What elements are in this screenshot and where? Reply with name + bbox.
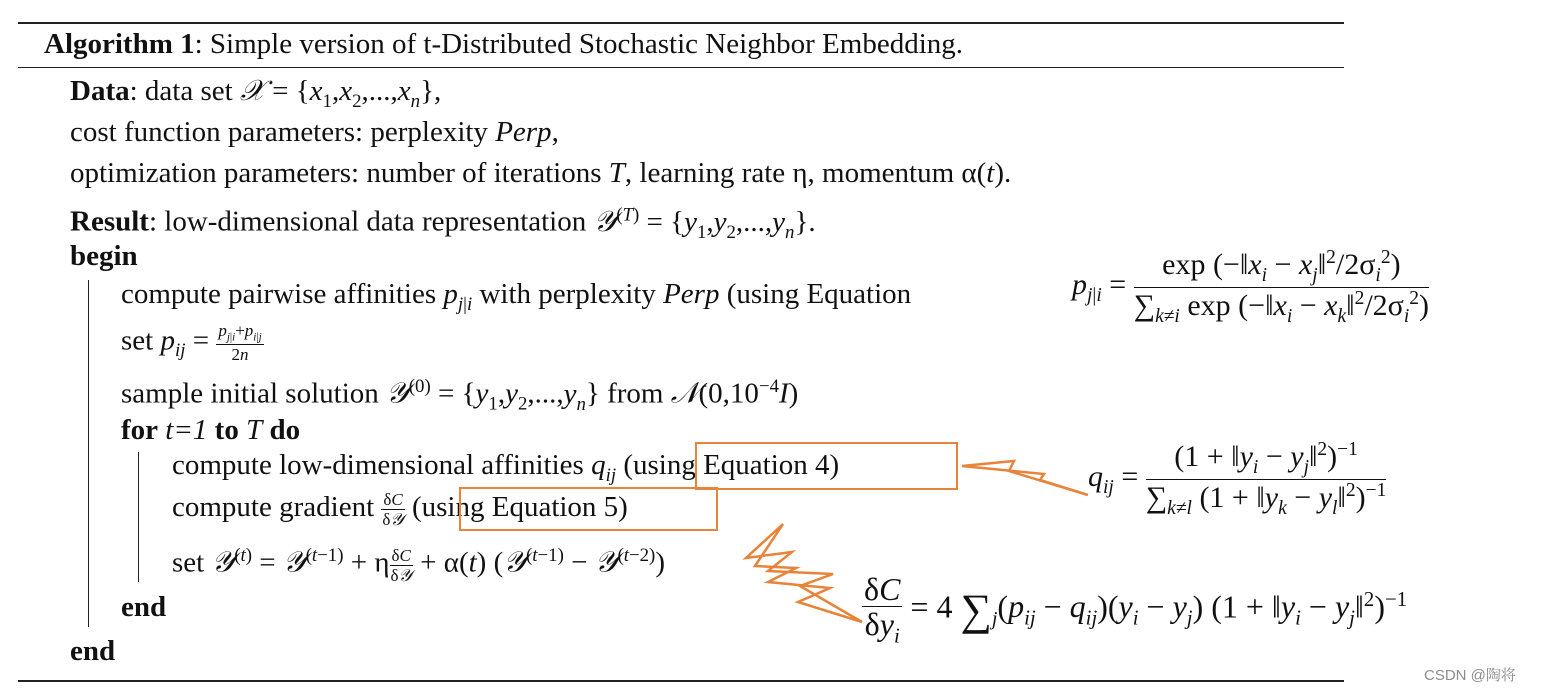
algorithm-title-text: : Simple version of t-Distributed Stochastic Neighbor Embedding. xyxy=(194,28,964,60)
opt-text-2: , learning rate η, momentum α( xyxy=(624,157,987,189)
using-eq4: (using Equation 4) xyxy=(623,449,840,481)
data-line xyxy=(70,73,441,120)
result-line xyxy=(70,197,816,250)
result-text: : low-dimensional data representation xyxy=(148,205,587,238)
step-sample-text: sample initial solution xyxy=(121,377,379,410)
end-inner: end xyxy=(121,591,167,623)
data-text: : data set xyxy=(129,75,233,107)
equation-p-conditional: $p_{j|i}$ = $\frac{\exp (-‖x_i - x_j‖^2/2\sigma_i^2)}{\sum_{k\ne i} \exp (-‖x_i - x_k‖^2/2\sigma_i^2)}$ xyxy=(1072,247,1430,327)
using-eq5: (using Equation 5) xyxy=(411,491,628,523)
for-variable: t=1 xyxy=(165,414,208,446)
bottom-rule xyxy=(18,680,1344,682)
step-gradient-text: compute gradient xyxy=(172,491,375,523)
equation-q-ij: $q_{ij}$ = $\frac{(1 + ‖y_i - y_j‖^2)^{-1}}{\sum_{k\ne l} (1 + ‖y_k - y_l‖^2)^{-1}}$ xyxy=(1088,439,1387,519)
for-keyword: for xyxy=(121,414,159,446)
algorithm-label: Algorithm 1 xyxy=(44,28,195,60)
cost-line: cost function parameters: perplexity Perp, xyxy=(70,116,559,148)
begin-keyword: begin xyxy=(70,240,138,272)
inner-block-bar xyxy=(138,452,139,582)
step-sample: sample initial solution 𝒴$^{(0)}$ = $\{y_1,y_2,...,y_n\}$ from $𝒩(0,10^{-4}I)$ xyxy=(121,376,799,415)
gradient-fraction: $\frac{\delta C}{\text{δ𝒴}}$ xyxy=(382,489,404,529)
step-set-p: set $p_{ij}$ = $\frac{p_{j|i}+p_{i|j}}{2n}$ xyxy=(121,321,262,365)
step-pairwise: compute pairwise affinities $p_{j|i}$ with perplexity Perp (using Equation xyxy=(121,278,912,315)
step-lowdim: compute low-dimensional affinities $q_{ij}$ (using Equation 4) xyxy=(172,449,840,486)
step-pairwise-text-1: compute pairwise affinities xyxy=(121,278,437,310)
to-keyword: to xyxy=(214,414,239,446)
step-sample-from: from xyxy=(607,377,664,410)
watermark: CSDN @陶将 xyxy=(1424,667,1516,684)
opt-text-1: optimization parameters: number of iterations xyxy=(70,157,602,189)
for-line: for t=1 to T do xyxy=(121,414,301,446)
update-fraction: $\frac{\delta C}{\text{δ𝒴}}$ xyxy=(390,545,412,585)
highlight-box-eq4 xyxy=(695,442,958,490)
top-rule xyxy=(18,22,1344,24)
step-set-y: set 𝒴$^{(t)}$ = 𝒴$^{(t-1)}$ + η $\frac{\delta C}{\text{δ𝒴}}$ + α(t) (𝒴$^{(t-1)}$ − 𝒴$^{(t-2)}$) xyxy=(172,545,665,585)
step-pairwise-perp: Perp xyxy=(663,278,720,310)
step-set-p-label: set xyxy=(121,324,154,357)
cost-text: cost function parameters: perplexity xyxy=(70,116,488,148)
step-set-y-label: set xyxy=(172,546,205,579)
lightning-arrow-eq5 xyxy=(746,524,862,622)
equation-gradient: $\frac{\delta C}{\delta y_i}$ = 4 $\sum_j(p_{ij} - q_{ij})(y_i - y_j) (1$ + $‖y_i$ − $y_j‖^2)^{-1}$ xyxy=(864,571,1408,648)
optimization-line: optimization parameters: number of iterations T, learning rate η, momentum α(t). xyxy=(70,157,1012,189)
perp-symbol: Perp xyxy=(495,116,552,148)
opt-text-3: ). xyxy=(994,157,1012,189)
end-outer: end xyxy=(70,635,116,667)
algorithm-title xyxy=(44,26,963,62)
data-set-formula: 𝒳 = $\{x_1,x_2,...,x_n\}$, xyxy=(239,75,442,112)
p-ij-fraction: $\frac{p_{j|i}+p_{i|j}}{2n}$ xyxy=(218,321,262,365)
title-rule xyxy=(18,67,1344,68)
highlight-box-eq5 xyxy=(459,487,718,531)
lightning-arrow-eq4 xyxy=(962,461,1088,495)
result-label: Result xyxy=(70,205,149,238)
step-lowdim-text: compute low-dimensional affinities xyxy=(172,449,584,481)
step-pairwise-text-2: with perplexity xyxy=(479,278,656,310)
do-keyword: do xyxy=(269,414,301,446)
result-formula: 𝒴$^{(T)}$ = $\{y_1,y_2,...,y_n\}$. xyxy=(593,204,816,243)
step-pairwise-text-3: (using Equation xyxy=(726,278,912,310)
data-label: Data xyxy=(70,75,130,107)
outer-block-bar xyxy=(88,280,89,627)
